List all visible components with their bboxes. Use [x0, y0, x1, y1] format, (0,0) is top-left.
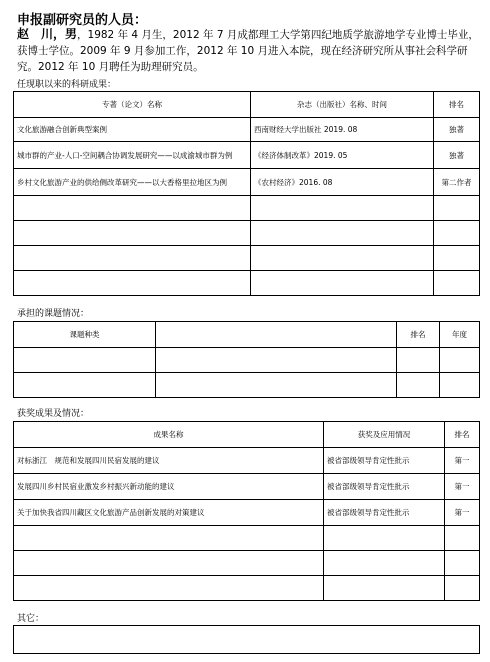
- research-header-rank: 排名: [434, 92, 480, 118]
- table-row: [14, 551, 480, 576]
- bio-name: 赵 川，男: [17, 27, 78, 41]
- table-row: [14, 221, 480, 246]
- awards-cell-rank: [445, 551, 480, 576]
- projects-cell: [14, 373, 156, 398]
- research-cell-rank: 独著: [434, 142, 480, 169]
- research-cell-rank: [434, 221, 480, 246]
- table-row: [14, 373, 480, 398]
- awards-cell-status: [324, 576, 445, 601]
- research-cell-journal: 《农村经济》2016. 08: [251, 169, 434, 196]
- table-row: [14, 348, 480, 373]
- bio-text: ，1982 年 4 月生，2012 年 7 月成都理工大学第四纪地质学旅游地学专业博士毕业，获博士学位。2009 年 9 月参加工作，2012 年 10 月进入本院，现在经济研究所从事社会科学研究。2012 年 10 月聘任为助理研究员。: [17, 29, 479, 73]
- research-cell-title: 文化旅游融合创新典型案例: [14, 118, 251, 142]
- research-cell-title: [14, 221, 251, 246]
- awards-cell-title: 关于加快我省四川藏区文化旅游产品创新发展的对策建议: [14, 500, 324, 526]
- projects-cell: [14, 348, 156, 373]
- awards-cell-rank: 第一: [445, 500, 480, 526]
- awards-cell-rank: [445, 576, 480, 601]
- projects-cell: [440, 373, 480, 398]
- table-row: [14, 500, 480, 526]
- awards-cell-status: [324, 526, 445, 551]
- projects-header-rank: 排名: [397, 322, 440, 348]
- other-table: [13, 625, 480, 654]
- research-cell-journal: [251, 271, 434, 296]
- awards-cell-rank: [445, 526, 480, 551]
- research-cell-title: [14, 246, 251, 271]
- research-cell-title: 城市群的产业-人口-空间耦合协调发展研究——以成渝城市群为例: [14, 142, 251, 169]
- awards-cell-title: [14, 526, 324, 551]
- research-cell-rank: 独著: [434, 118, 480, 142]
- projects-cell: [156, 348, 397, 373]
- projects-table: [13, 321, 480, 398]
- awards-header-rank: 排名: [445, 422, 480, 448]
- projects-heading: 承担的课题情况：: [17, 309, 90, 319]
- awards-heading: 获奖成果及情况：: [17, 409, 90, 419]
- other-heading: 其它：: [17, 614, 45, 624]
- research-cell-journal: [251, 221, 434, 246]
- research-cell-title: [14, 196, 251, 221]
- projects-cell: [156, 373, 397, 398]
- awards-cell-title: [14, 551, 324, 576]
- research-cell-title: 乡村文化旅游产业的供给侧改革研究——以大香格里拉地区为例: [14, 169, 251, 196]
- bio-paragraph: [17, 26, 479, 75]
- other-cell: [14, 626, 480, 654]
- research-cell-journal: [251, 196, 434, 221]
- awards-cell-status: 被省部级领导肯定性批示: [324, 500, 445, 526]
- projects-header-year: 年度: [440, 322, 480, 348]
- table-row: [14, 142, 480, 169]
- awards-table: [13, 421, 480, 601]
- research-cell-rank: [434, 271, 480, 296]
- research-cell-rank: [434, 196, 480, 221]
- awards-header-title: 成果名称: [14, 422, 324, 448]
- awards-cell-title: 发展四川乡村民宿业激发乡村振兴新动能的建议: [14, 474, 324, 500]
- research-cell-journal: [251, 246, 434, 271]
- research-cell-title: [14, 271, 251, 296]
- table-row: [14, 626, 480, 654]
- table-row: [14, 526, 480, 551]
- research-header-title: 专著（论文）名称: [14, 92, 251, 118]
- projects-header-type: 课题种类: [14, 322, 156, 348]
- awards-cell-rank: 第一: [445, 474, 480, 500]
- projects-header-blank: [156, 322, 397, 348]
- research-heading: 任现职以来的科研成果：: [17, 80, 117, 90]
- projects-cell: [397, 348, 440, 373]
- table-row: [14, 271, 480, 296]
- awards-cell-status: 被省部级领导肯定性批示: [324, 474, 445, 500]
- research-cell-journal: 西南财经大学出版社 2019. 08: [251, 118, 434, 142]
- awards-cell-status: [324, 551, 445, 576]
- table-row: [14, 118, 480, 142]
- table-row: [14, 196, 480, 221]
- projects-cell: [440, 348, 480, 373]
- awards-cell-title: [14, 576, 324, 601]
- table-row: [14, 576, 480, 601]
- table-row: [14, 448, 480, 474]
- projects-cell: [397, 373, 440, 398]
- awards-cell-title: 对标浙江 规范和发展四川民宿发展的建议: [14, 448, 324, 474]
- awards-cell-status: 被省部级领导肯定性批示: [324, 448, 445, 474]
- research-cell-rank: [434, 246, 480, 271]
- research-table: [13, 91, 480, 296]
- research-cell-journal: 《经济体制改革》2019. 05: [251, 142, 434, 169]
- page-title: 申报副研究员的人员：: [17, 13, 148, 28]
- awards-cell-rank: 第一: [445, 448, 480, 474]
- table-row: [14, 474, 480, 500]
- table-row: [14, 246, 480, 271]
- table-row: [14, 169, 480, 196]
- awards-header-status: 获奖及应用情况: [324, 422, 445, 448]
- research-cell-rank: 第二作者: [434, 169, 480, 196]
- research-header-journal: 杂志（出版社）名称、时间: [251, 92, 434, 118]
